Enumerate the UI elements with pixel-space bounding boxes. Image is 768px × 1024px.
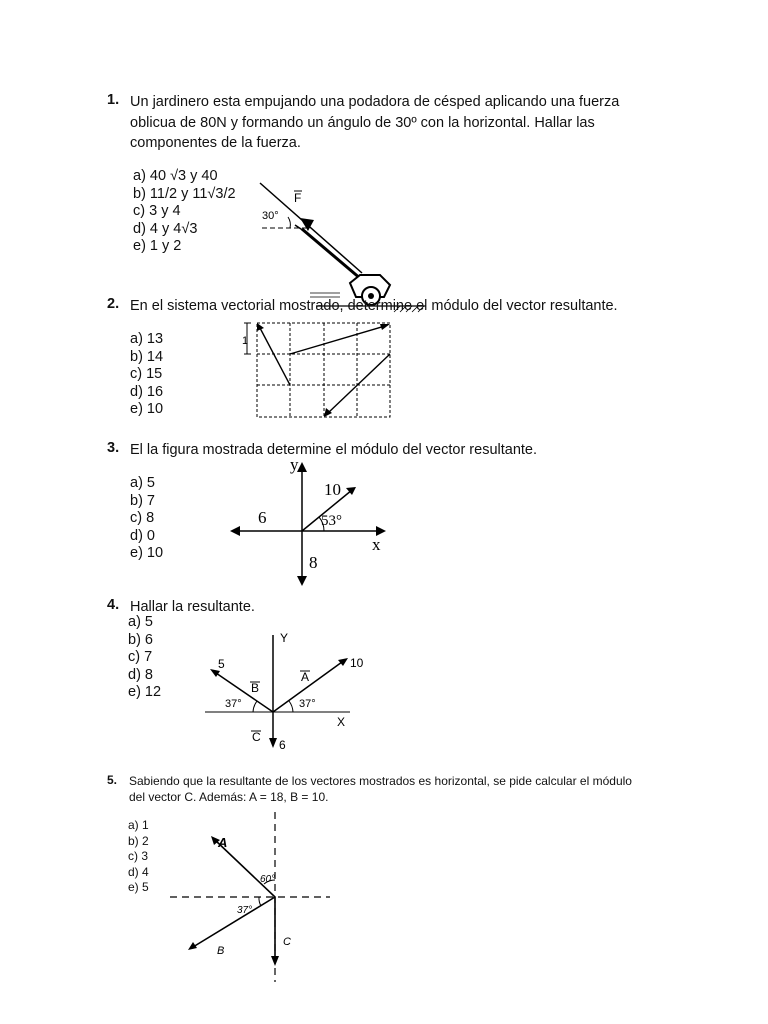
q2-option-c: c) 15 <box>130 366 163 382</box>
q4-angle-arc-a <box>289 701 293 712</box>
q2-text: En el sistema vectorial mostrado, determine el módulo del vector resultante. <box>130 298 618 314</box>
q5-angle-60-label: 60° <box>260 874 276 885</box>
q2-option-a: a) 13 <box>130 331 164 347</box>
q1-options <box>133 168 236 256</box>
q4-option-b: b) 6 <box>128 631 153 648</box>
q3-vector-6-arrowhead <box>230 526 240 536</box>
q4-angle-b-label: 37° <box>225 698 242 710</box>
q4-label-6: 6 <box>279 738 286 752</box>
q3-label-10: 10 <box>324 480 341 499</box>
q1-force-label: F <box>294 191 302 205</box>
q2-unit-label: 1 <box>242 335 249 347</box>
q4-angle-a-label: 37° <box>299 698 316 710</box>
q5-number: 5. <box>107 773 118 787</box>
q5-label-b: B <box>217 945 225 957</box>
q2-vector-2 <box>290 326 385 354</box>
q1-option-b: b) 11/2 y 11√3/2 <box>133 185 236 202</box>
q2-options <box>130 331 163 419</box>
q5-label-a: A <box>218 835 228 850</box>
q3-number: 3. <box>107 440 120 456</box>
q4-label-a: A <box>301 670 310 684</box>
q2-vector-3-head <box>324 408 332 417</box>
q4-option-d: d) 8 <box>128 666 153 683</box>
q3-label-8: 8 <box>309 553 318 572</box>
q4-text: Hallar la resultante. <box>130 599 255 615</box>
q5-line-1: Sabiendo que la resultante de los vectores mostrados es horizontal, se pide calcular el módulo <box>129 774 632 788</box>
q2-grid-figure <box>238 316 398 422</box>
q1-option-a: a) 40 √3 y 40 <box>133 168 218 184</box>
q4-label-10: 10 <box>350 656 364 670</box>
q4-label-5: 5 <box>218 657 225 671</box>
q3-option-c: c) 8 <box>130 510 155 526</box>
q2-option-b: b) 14 <box>130 348 164 365</box>
q2-vector-1 <box>260 328 290 385</box>
q5-vectors-figure <box>165 810 335 985</box>
q1-line-3: componentes de la fuerza. <box>130 135 301 151</box>
q3-label-6: 6 <box>258 508 267 527</box>
q2-dashed-grid <box>257 323 390 417</box>
q4-options <box>128 614 161 702</box>
q5-vector-b <box>193 897 275 947</box>
q5-angle-37-arc <box>259 897 261 906</box>
q4-angle-arc-b <box>253 701 257 712</box>
q1-line-2: oblicua de 80N y formando un ángulo de 30º con la horizontal. Hallar las <box>130 114 595 131</box>
q4-label-c: C <box>252 730 261 744</box>
q5-line-2: del vector C. Además: A = 18, B = 10. <box>129 790 329 804</box>
q4-x-label: X <box>337 715 346 729</box>
q4-option-e: e) 12 <box>128 684 162 700</box>
q4-y-label: Y <box>280 631 289 645</box>
q1-angle-arc <box>288 217 290 228</box>
q1-lawnmower-figure <box>250 175 450 315</box>
q3-y-axis-arrowhead <box>297 462 307 472</box>
q2-option-d: d) 16 <box>130 383 164 400</box>
q3-option-a: a) 5 <box>130 475 155 491</box>
q5-option-e: e) 5 <box>128 880 149 894</box>
q5-option-d: d) 4 <box>128 864 149 879</box>
q1-force-line <box>260 183 362 273</box>
q2-option-e: e) 10 <box>130 401 164 417</box>
q3-axes-figure <box>226 458 396 590</box>
q4-label-b: B <box>251 681 260 695</box>
q4-vectors-figure <box>200 630 380 755</box>
q3-options <box>130 475 163 563</box>
q5-vector-c-arrowhead <box>271 956 279 966</box>
q5-option-b: b) 2 <box>128 833 149 848</box>
q1-option-e: e) 1 y 2 <box>133 238 182 254</box>
q3-option-d: d) 0 <box>130 527 155 544</box>
q5-angle-37-label: 37° <box>237 905 253 916</box>
q3-option-b: b) 7 <box>130 492 155 509</box>
q2-vector-2-head <box>380 324 390 330</box>
q1-option-c: c) 3 y 4 <box>133 203 181 219</box>
q4-option-c: c) 7 <box>128 649 153 665</box>
q4-vector-c-arrowhead <box>269 738 277 748</box>
q5-label-c: C <box>283 936 291 948</box>
q5-option-c: c) 3 <box>128 849 149 863</box>
q5-options <box>128 818 149 896</box>
q3-angle-label: 53° <box>321 513 342 529</box>
q1-line-1: Un jardinero esta empujando una podadora de césped aplicando una fuerza <box>130 94 620 110</box>
q3-option-e: e) 10 <box>130 545 164 561</box>
q5-option-a: a) 1 <box>128 818 149 832</box>
q4-number: 4. <box>107 597 120 613</box>
q3-x-label: x <box>372 535 381 554</box>
q5-vector-b-arrowhead <box>188 942 197 950</box>
q2-vector-3 <box>328 354 390 413</box>
q2-number: 2. <box>107 296 120 312</box>
q5-text <box>129 773 632 805</box>
q3-vector-8-arrowhead <box>297 576 307 586</box>
q4-option-a: a) 5 <box>128 614 153 630</box>
q4-vector-a-arrowhead <box>338 658 348 666</box>
q3-text: El la figura mostrada determine el módulo del vector resultante. <box>130 442 538 458</box>
q1-option-d: d) 4 y 4√3 <box>133 220 198 237</box>
q1-text <box>130 92 662 154</box>
q1-angle-label: 30° <box>262 210 279 222</box>
q3-y-label: y <box>290 458 299 474</box>
q1-number: 1. <box>107 92 120 108</box>
